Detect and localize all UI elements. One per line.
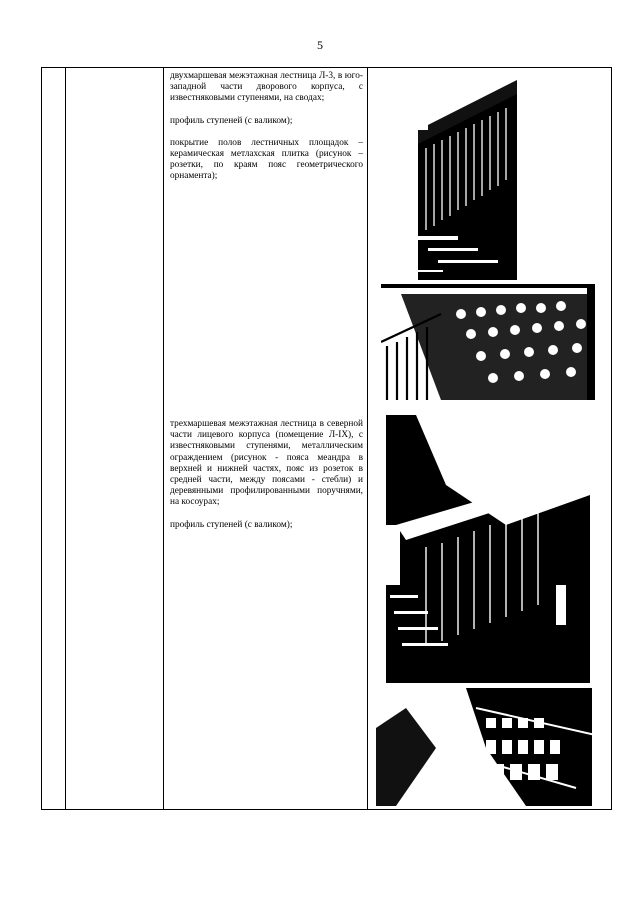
- railing-detail-photo: [376, 688, 600, 806]
- row-1-paragraph-3: покрытие полов лестничных площадок – керамическая метлахская плитка (рисунок – розетки, по краям пояс геометрического орнамента);: [170, 137, 363, 182]
- row-2-description: [170, 419, 363, 542]
- row-1-paragraph-1: двухмаршевая межэтажная лестница Л-3, в юго-западной части дворового корпуса, с известняковыми ступенями, на сводах;: [170, 71, 363, 104]
- row-1-paragraph-2: профиль ступеней (с валиком);: [170, 115, 293, 126]
- landing-tile-floor-photo: [381, 284, 595, 400]
- row-2-paragraph-2: профиль ступеней (с валиком);: [170, 519, 293, 530]
- register-table: [41, 67, 612, 810]
- row-1-description: [170, 71, 363, 194]
- column-divider: [163, 68, 164, 809]
- row-2-paragraph-1: трехмаршевая межэтажная лестница в северной части лицевого корпуса (помещение Л-IX), с известняковыми ступенями, металлическим ограждением (рисунок - пояса меандра в верхней и нижней частях, пояс из розеток в средней части, между поясами - стебли) и деревянными профилированными поручнями, на косоурах;: [170, 419, 363, 508]
- staircase-l-ix-photo: [386, 415, 590, 683]
- staircase-l3-photo: [418, 70, 517, 280]
- page-number: 5: [317, 38, 323, 52]
- column-divider: [367, 68, 368, 809]
- column-divider: [65, 68, 66, 809]
